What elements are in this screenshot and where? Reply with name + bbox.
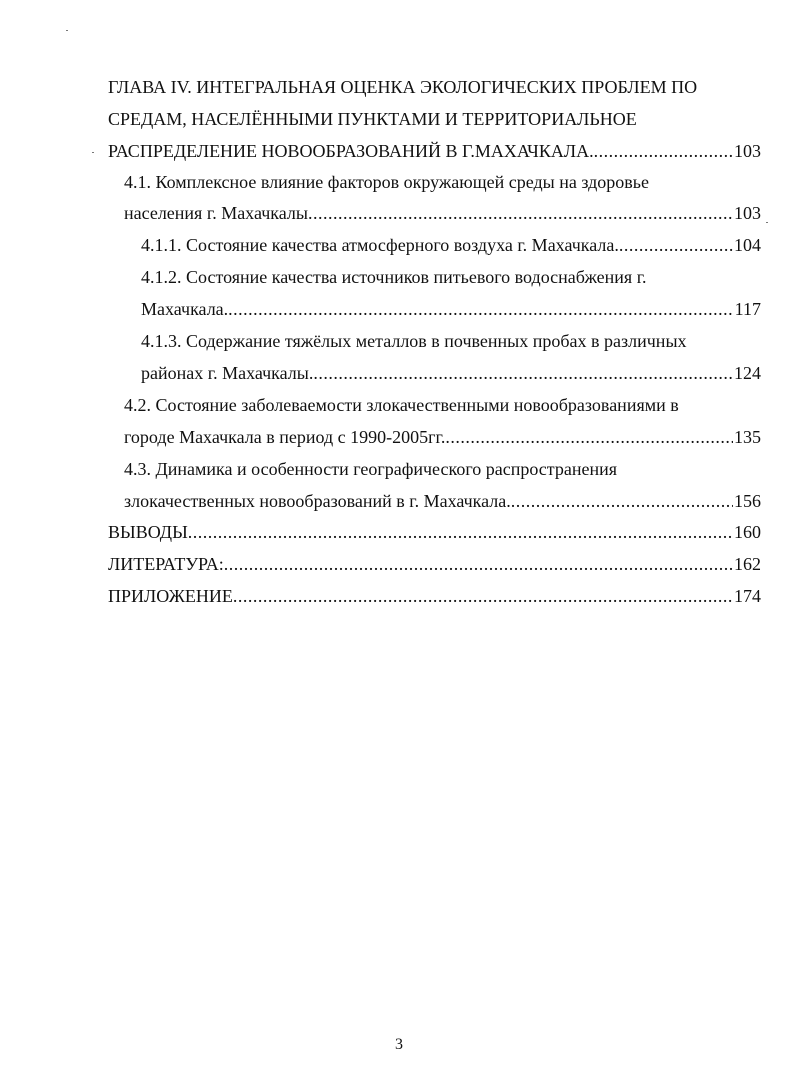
toc-dot-leader	[313, 358, 733, 388]
toc-page-number: 160	[734, 522, 761, 542]
toc-text: населения г. Махачкалы	[124, 203, 308, 223]
toc-dot-leader	[445, 422, 733, 452]
toc-text: городе Махачкала в период с 1990-2005гг.	[124, 427, 446, 447]
toc-page-number: 124	[734, 363, 761, 383]
toc-text: 4.1.3. Содержание тяжёлых металлов в почвенных пробах в различных	[141, 331, 687, 351]
toc-page-number: 174	[734, 586, 761, 606]
toc-text: СРЕДАМ, НАСЕЛЁННЫМИ ПУНКТАМИ И ТЕРРИТОРИАЛЬНОЕ	[108, 109, 637, 129]
toc-appendix	[108, 581, 761, 611]
toc-text: ГЛАВА IV. ИНТЕГРАЛЬНАЯ ОЦЕНКА ЭКОЛОГИЧЕСКИХ ПРОБЛЕМ ПО	[108, 77, 698, 97]
toc-dot-leader	[224, 549, 733, 579]
toc-conclusions	[108, 517, 761, 547]
toc-section-4-2-line-2	[124, 422, 761, 452]
toc-text: 4.3. Динамика и особенности географического распространения	[124, 459, 618, 479]
toc-section-4-1-3-line-1	[141, 326, 761, 356]
toc-text: ПРИЛОЖЕНИЕ	[108, 586, 233, 606]
toc-text: 4.1.2. Состояние качества источников питьевого водоснабжения г.	[141, 267, 647, 287]
toc-dot-leader	[233, 581, 733, 611]
toc-section-4-2-line-1	[124, 390, 761, 420]
toc-section-4-1-1	[141, 230, 761, 260]
toc-page-number: 117	[734, 299, 761, 319]
toc-section-4-1-2-line-2	[141, 294, 761, 324]
toc-chapter-4-line-2	[108, 104, 761, 134]
toc-dot-leader	[511, 486, 733, 516]
toc-dot-leader	[308, 198, 733, 228]
toc-text: 4.1.1. Состояние качества атмосферного воздуха г. Махачкала.	[141, 235, 619, 255]
toc-text: ЛИТЕРАТУРА:	[108, 554, 224, 574]
toc-dot-leader	[228, 294, 733, 324]
page-number: 3	[395, 1036, 403, 1053]
toc-page-number: 135	[734, 427, 761, 447]
toc-page-number: 103	[734, 141, 761, 161]
toc-chapter-4-line-3	[108, 136, 761, 166]
toc-text: 4.1. Комплексное влияние факторов окружающей среды на здоровье	[124, 172, 649, 192]
toc-text: районах г. Махачкалы.	[141, 363, 314, 383]
toc-text: ВЫВОДЫ	[108, 522, 188, 542]
scan-speck	[66, 30, 68, 31]
toc-text: РАСПРЕДЕЛЕНИЕ НОВООБРАЗОВАНИЙ В Г.МАХАЧКАЛА.	[108, 141, 594, 161]
toc-literature	[108, 549, 761, 579]
toc-text: Махачкала.	[141, 299, 229, 319]
toc-dot-leader	[619, 230, 733, 260]
scan-speck	[766, 222, 768, 223]
toc-section-4-1-3-line-2	[141, 358, 761, 388]
toc-page-number: 162	[734, 554, 761, 574]
toc-page-number: 104	[734, 235, 761, 255]
toc-section-4-3-line-1	[124, 454, 761, 484]
toc-section-4-1-2-line-1	[141, 262, 761, 292]
toc-section-4-1-line-1	[124, 167, 761, 197]
toc-chapter-4-line-1	[108, 72, 761, 102]
scan-speck	[92, 152, 94, 153]
toc-text: злокачественных новообразований в г. Махачкала.	[124, 491, 511, 511]
toc-dot-leader	[188, 517, 733, 547]
toc-page-number: 156	[734, 491, 761, 511]
toc-section-4-3-line-2	[124, 486, 761, 516]
toc-dot-leader	[594, 136, 733, 166]
toc-section-4-1-line-2	[124, 198, 761, 228]
toc-text: 4.2. Состояние заболеваемости злокачественными новообразованиями в	[124, 395, 679, 415]
toc-page-number: 103	[734, 203, 761, 223]
